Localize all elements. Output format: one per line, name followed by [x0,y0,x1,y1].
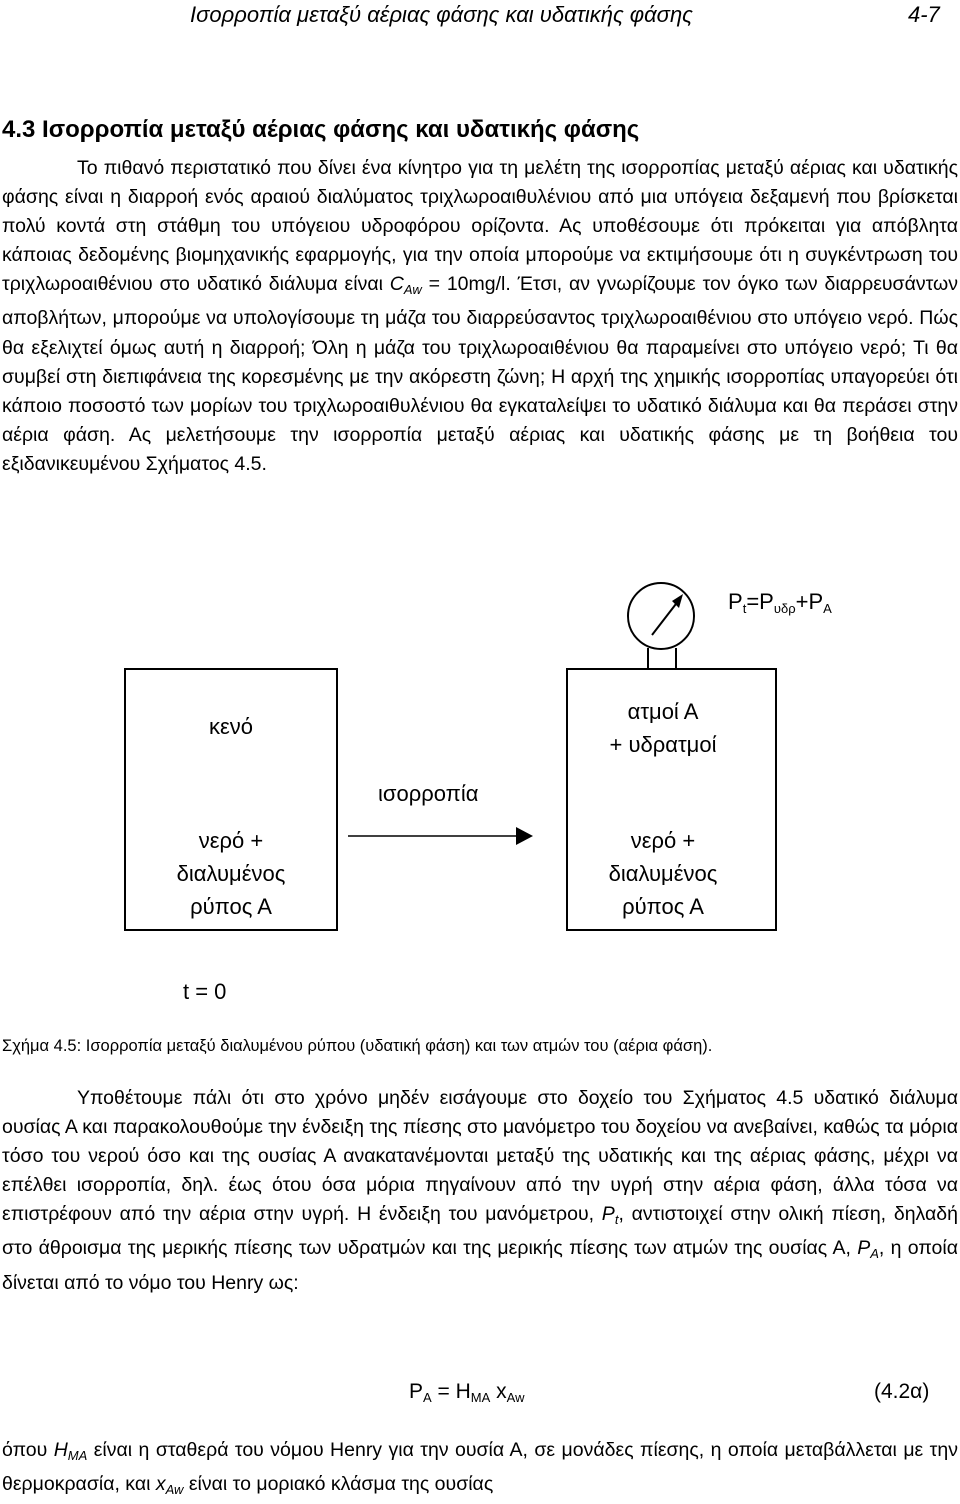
equation-number: (4.2α) [874,1380,930,1403]
running-title: Ισορροπία μεταξύ αέριας φάσης και υδατικής φάσης [190,2,693,27]
para3-text-1: όπου [2,1439,54,1461]
pa-subscript: A [870,1246,879,1262]
body-paragraph-2 [2,1084,958,1298]
page-header [0,0,960,40]
left-liquid-label: νερό + διαλυμένος ρύπος Α [176,828,286,919]
page-number: 4-7 [908,2,940,27]
figure-caption: Σχήμα 4.5: Ισορροπία μεταξύ διαλυμένου ρύπου (υδατική φάση) και των ατμών του (αέρια φάση). [2,1037,713,1055]
time-label: t = 0 [183,979,227,1004]
section-heading: 4.3 Ισορροπία μεταξύ αέριας φάσης και υδατικής φάσης [2,116,640,143]
figure-4-5 [0,580,960,1020]
equation-body: $P_A = H_{MA}$ $x_{Aw}$ [409,1380,525,1405]
h-subscript: MA [67,1448,88,1463]
pa-symbol: P [857,1237,871,1260]
equilibrium-arrow-head [516,827,533,845]
para2-text-3: , η οποία δίνεται από το νόμο του Henry ως: [2,1237,958,1294]
pt-symbol: P [601,1203,615,1226]
para2-text-2: , αντιστοιχεί στην ολική πίεση, δηλαδή στο άθροισμα της μερικής πίεσης των υδρατμών και της μερικής πίεσης των ατμών της ουσίας Α, [2,1203,958,1260]
para3-text-3: είναι το μοριακό κλάσμα της ουσίας [183,1473,494,1496]
total-pressure-label: $P_t=P_{\upsilon\delta\rho}+P_A$ [728,589,832,616]
pt-subscript: t [614,1212,619,1228]
pressure-gauge-icon [628,583,694,649]
h-symbol: H [53,1439,68,1461]
equilibrium-label: ισορροπία [378,781,479,806]
vapor-label: ατμοί Α + υδρατμοί [609,699,717,757]
concentration-subscript: Aw [403,282,422,298]
x-symbol: x [155,1473,166,1496]
concentration-symbol: C [389,273,404,296]
para3-text-2: είναι η σταθερά του νόμου Henry για την ουσία Α, σε μονάδες πίεσης, η οποία μεταβάλλεται με την θερμοκρασία, και [2,1439,958,1496]
intro-text-1: Το πιθανό περιστατικό που δίνει ένα κίνητρο για τη μελέτη της ισορροπίας μεταξύ αέριας και υδατικής φάσης είναι η διαρροή ενός αραιού διαλύματος τριχλωροαιθυλένιου από μια υπόγεια δεξαμενή που βρίσκεται πολύ κοντά στη στάθμη του υπόγειου υδροφόρου ορίζοντα. Ας υποθέσουμε ότι πρόκειται για απόβλητα κάποιας δεδομένης βιομηχανικής εφαρμογής, για την οποία μπορούμε να εκτιμήσουμε ότι η συγκέντρωση του τριχλωροαιθένιου στο υδατικό διάλυμα είναι [2,157,958,296]
henry-equation [0,1380,960,1414]
empty-space-label: κενό [208,714,254,739]
intro-text-2: = 10mg/l. Έτσι, αν γνωρίζουμε τον όγκο των διαρρευσάντων αποβλήτων, μπορούμε να υπολογίσουμε τη μάζα του διαρρεύσαντος τριχλωροαιθένιου στο υπόγειο νερό. Πώς θα εξελιχτεί όμως αυτή η διαρροή; Όλη η μάζα του τριχλωροαιθένιου θα παραμείνει στο υπόγειο νερό; Τι θα συμβεί στη διεπιφάνεια της κορεσμένης με την ακόρεστη ζώνη; Η αρχή της χημικής ισορροπίας υπαγορεύει ότι κάποιο ποσοστό των μορίων του τριχλωροαιθυλένιου θα εγκαταλείψει το υδατικό διάλυμα και θα περάσει στην αέρια φάση. Ας μελετήσουμε την ισορροπία μεταξύ αέριας και υδατικής φάσης με τη βοήθεια του εξιδανικευμένου Σχήματος 4.5. [2,273,959,475]
para2-text-1: Υποθέτουμε πάλι ότι στο χρόνο μηδέν εισάγουμε στο δοχείο του Σχήματος 4.5 υδατικό διάλυμα ουσίας Α και παρακολουθούμε την ένδειξη της πίεσης στο μανόμετρο του δοχείου να ανεβαίνει, καθώς τα μόρια τόσο του νερού όσο και της ουσίας Α ανακατανέμονται μεταξύ της υδατικής και της αέριας φάσης, μέχρι να επέλθει ισορροπία, δηλ. έως ότου όσα μόρια πηγαίνουν από την υγρή στην αέρια φάση, άλλα τόσα να επιστρέφουν από την αέρια στην υγρή. Η ένδειξη του μανόμετρου, [2,1087,958,1226]
figure-drawing [0,580,960,1020]
intro-paragraph [2,154,958,479]
right-liquid-label: νερό + διαλυμένος ρύπος Α [608,828,718,919]
x-subscript: Aw [165,1482,184,1498]
